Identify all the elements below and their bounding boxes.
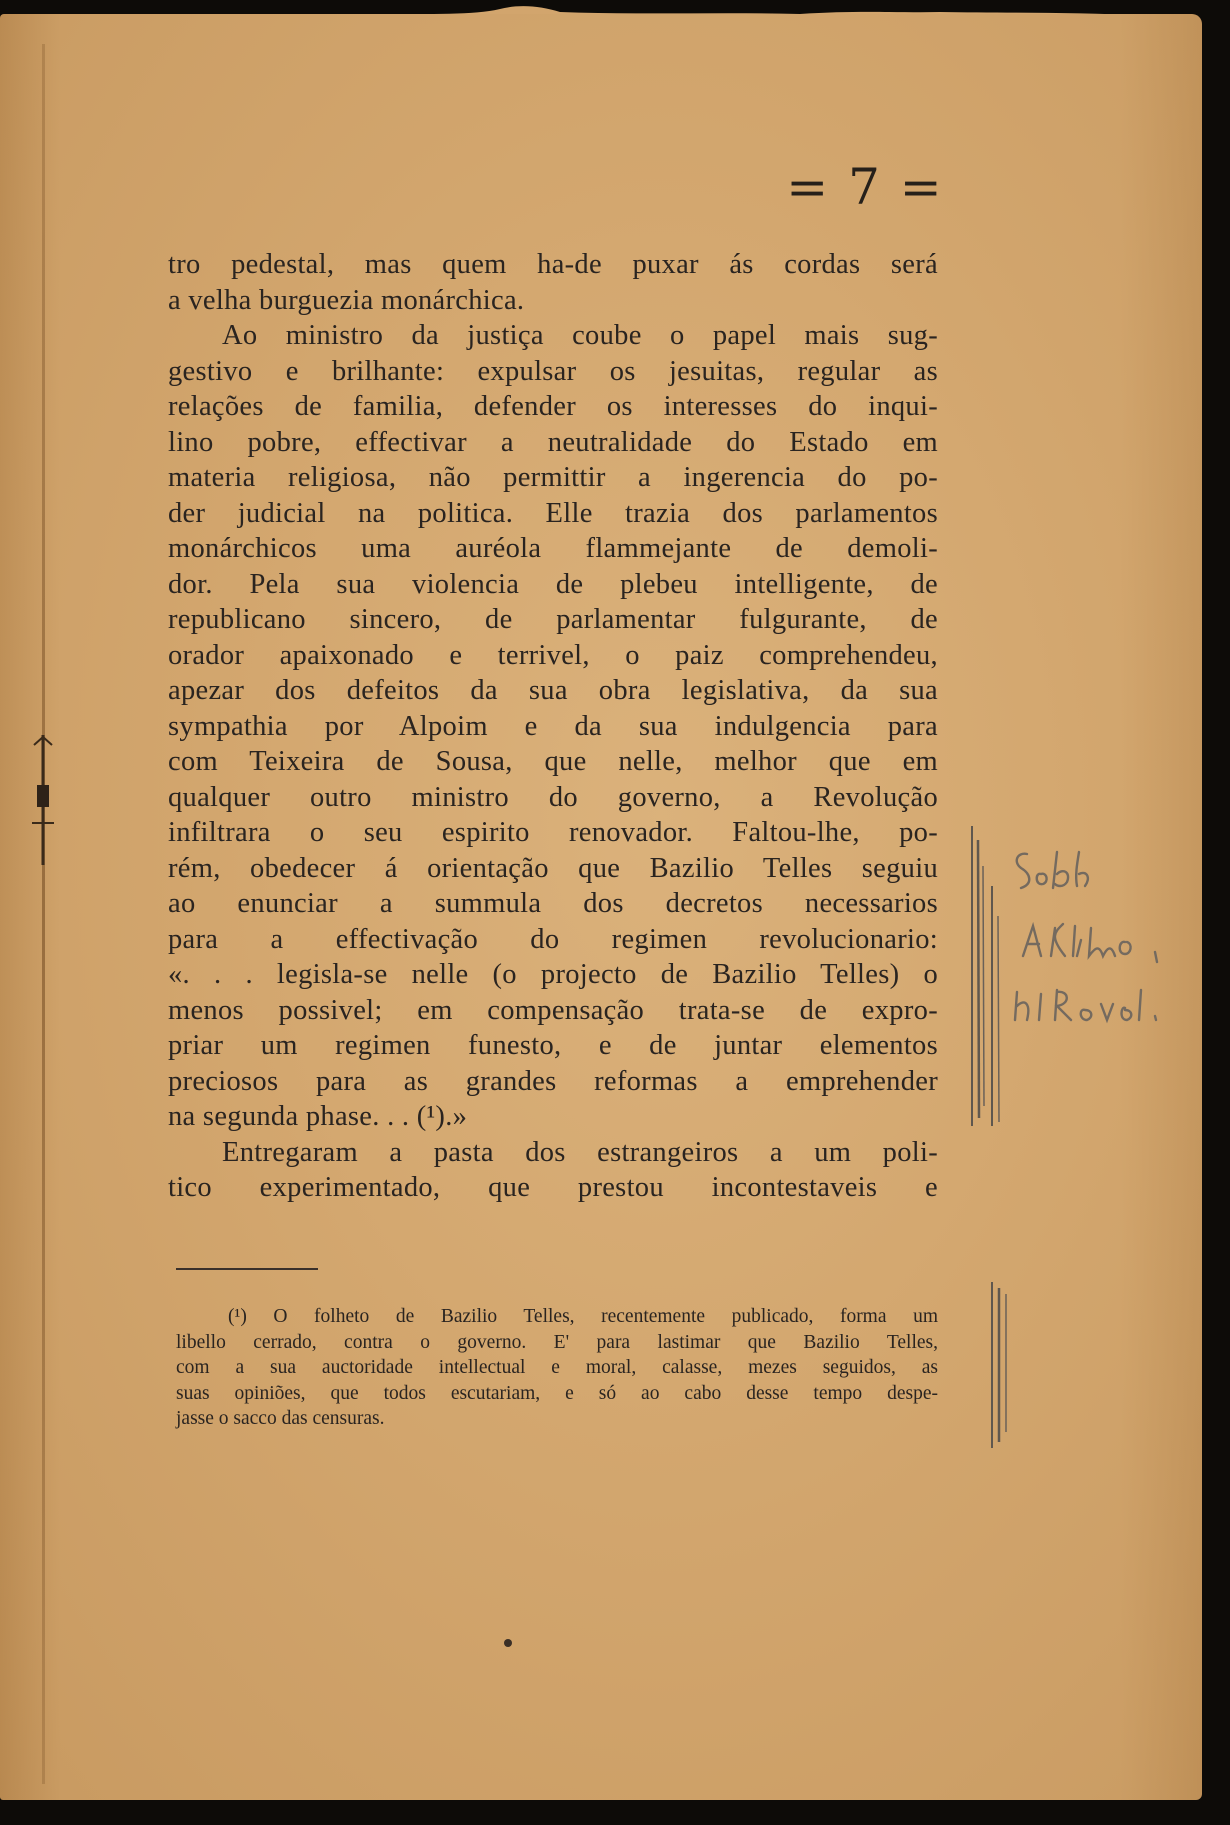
footnote-line: (¹) O folheto de Bazilio Telles, recentemente publicado, forma um <box>228 1306 938 1327</box>
ink-speck <box>504 1639 512 1647</box>
body-line: com Teixeira de Sousa, que nelle, melhor que em <box>168 746 938 777</box>
pencil-handwritten-note <box>1005 844 1205 1044</box>
body-text <box>168 247 938 1206</box>
body-line: sympathia por Alpoim e da sua indulgencia para <box>168 710 938 742</box>
body-line: Entregaram a pasta dos estrangeiros a um poli- <box>222 1136 938 1168</box>
body-line: tico experimentado, que prestou incontestaveis e <box>168 1172 938 1203</box>
body-line: preciosos para as grandes reformas a emprehender <box>168 1065 938 1097</box>
body-line: monárchicos uma auréola flammejante de demoli- <box>168 533 938 564</box>
body-line: republicano sincero, de parlamentar fulgurante, de <box>168 604 938 635</box>
book-page <box>0 14 1202 1800</box>
body-line: para a effectivação do regimen revolucionario: <box>168 923 938 955</box>
footnote-line: suas opiniões, que todos escutariam, e só ao cabo desse tempo despe- <box>176 1382 938 1404</box>
body-line: tro pedestal, mas quem ha-de puxar ás cordas será <box>168 249 938 280</box>
body-line: Ao ministro da justiça coube o papel mais sug- <box>222 320 938 351</box>
body-line: gestivo e brilhante: expulsar os jesuitas, regular as <box>168 355 938 387</box>
footnote <box>176 1304 938 1432</box>
body-line: apezar dos defeitos da sua obra legislativa, da sua <box>168 675 938 706</box>
binding-pin-mark <box>28 735 58 865</box>
body-line: relações de familia, defender os interesses do inqui- <box>168 391 938 422</box>
pencil-margin-bars <box>968 826 1002 1126</box>
body-line: a velha burguezia monárchica. <box>168 284 525 316</box>
body-line: ao enunciar a summula dos decretos necessarios <box>168 888 938 919</box>
footnote-line: com a sua auctoridade intellectual e moral, calasse, mezes seguidos, as <box>176 1357 938 1378</box>
pencil-footnote-bars <box>988 1282 1012 1448</box>
footnote-line: jasse o sacco das censuras. <box>176 1408 385 1429</box>
body-line: materia religiosa, não permittir a ingerencia do po- <box>168 462 938 493</box>
body-line: der judicial na politica. Elle trazia dos parlamentos <box>168 497 938 529</box>
body-line: «. . . legisla-se nelle (o projecto de Bazilio Telles) o <box>168 959 938 990</box>
footnote-line: libello cerrado, contra o governo. E' para lastimar que Bazilio Telles, <box>176 1331 938 1353</box>
body-line: dor. Pela sua violencia de plebeu intelligente, de <box>168 568 938 600</box>
body-line: priar um regimen funesto, e de juntar elementos <box>168 1030 938 1061</box>
footnote-divider <box>176 1268 318 1270</box>
body-line: orador apaixonado e terrivel, o paiz comprehendeu, <box>168 639 938 671</box>
body-line: qualquer outro ministro do governo, a Revolução <box>168 781 938 813</box>
body-line: menos possivel; em compensação trata-se de expro- <box>168 994 938 1026</box>
page-number: = 7 = <box>786 158 944 216</box>
body-line: lino pobre, effectivar a neutralidade do Estado em <box>168 426 938 458</box>
body-line: na segunda phase. . . (¹).» <box>168 1101 468 1132</box>
body-line: rém, obedecer á orientação que Bazilio Telles seguiu <box>168 852 938 884</box>
body-line: infiltrara o seu espirito renovador. Faltou-lhe, po- <box>168 817 938 848</box>
binding-fold <box>42 44 45 1784</box>
